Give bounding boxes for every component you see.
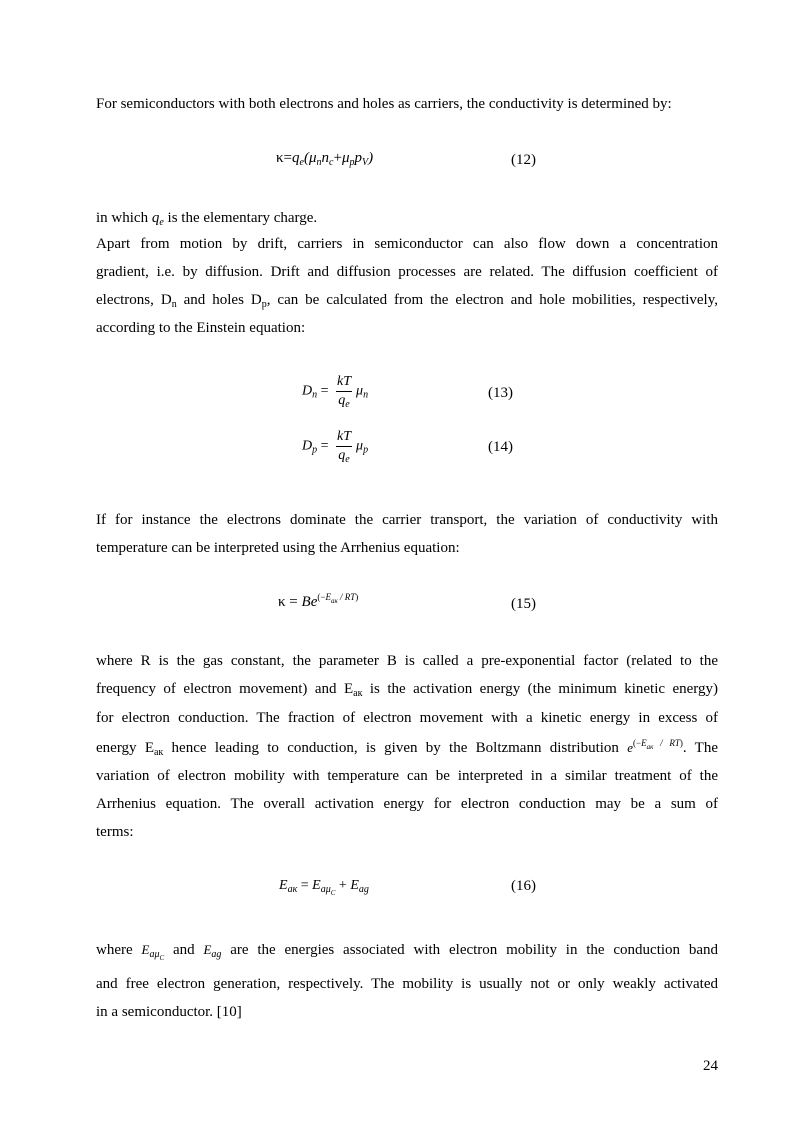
equation-13: $D_n$ = $\frac{kT}{q_e}$ $\mu_n$ (302, 374, 369, 410)
equation-14: $D_p$ = $\frac{kT}{q_e}$ $\mu_p$ (302, 429, 369, 465)
equation-number-12: (12) (511, 152, 536, 168)
text-span: is the activation energy (the minimum kinetic energy) (362, 681, 718, 697)
text-span: electrons, D (96, 292, 172, 308)
text-line: For semiconductors with both electrons and holes as carriers, the conductivity is determined by: (96, 96, 672, 112)
text-span: and holes D (176, 292, 262, 308)
equation-number-13: (13) (488, 385, 513, 401)
text-line: in a semiconductor. [10] (96, 1004, 242, 1020)
equation-number-15: (15) (511, 596, 536, 612)
text-line: temperature can be interpreted using the Arrhenius equation: (96, 540, 460, 556)
text-span: where (96, 942, 133, 958)
text-line: Apart from motion by drift, carriers in semiconductor can also flow down a concentration (96, 236, 718, 252)
text-line: variation of electron mobility with temperature can be interpreted in a similar treatment of the (96, 768, 718, 784)
equation-number-16: (16) (511, 878, 536, 894)
paragraph-intro (96, 90, 718, 119)
text-span: . The (682, 740, 718, 756)
text-line: gradient, i.e. by diffusion. Drift and diffusion processes are related. The diffusion coefficient of (96, 264, 718, 280)
page-number: 24 (703, 1058, 718, 1074)
text-span: frequency of electron movement) and E (96, 681, 354, 697)
equation-15: $\kappa = Be^{(-E_{ак} / RT)}$ (278, 592, 359, 610)
text-line: according to the Einstein equation: (96, 320, 306, 336)
text-span: is the elementary charge. (163, 210, 318, 226)
text-span: and (172, 942, 195, 958)
text-line: and free electron generation, respectively. The mobility is usually not or only weakly activated (96, 976, 718, 992)
text-line: for electron conduction. The fraction of electron movement with a kinetic energy in excess of (96, 710, 718, 726)
text-line: where R is the gas constant, the parameter B is called a pre-exponential factor (related to the (96, 653, 718, 669)
equation-12: $\kappa=q_e(\mu_nn_c+\mu_pp_V)$ (276, 150, 374, 168)
text-line: If for instance the electrons dominate the carrier transport, the variation of conductivity with (96, 512, 718, 528)
text-line: terms: (96, 824, 134, 840)
text-span: are the energies associated with electron mobility in the conduction band (230, 942, 719, 958)
text-span: energy E (96, 740, 154, 756)
equation-16: $E_{ак} = E_{а\mu_C} + E_{ag}$ (279, 878, 369, 897)
text-span: can be calculated from the electron and hole mobilities, respectively, (277, 292, 718, 308)
paragraph-elementary-charge: in which $q_e$ is the elementary charge. (96, 210, 318, 228)
document-page: For semiconductors with both electrons and holes as carriers, the conductivity is determined by: $\kappa=q_e(\mu_nn_c+\mu_pp_V)$ (12) in which $q_e$ is the elementary charge. Apart from motion by drift, carriers in semiconductor can also flow down a concentration gradient, i.e. by diffusion. Drift and diffusion processes are related. The diffusion coefficient of electrons, $D_n$ and holes $D_p$, can be calculated from the electron and hole mobilities, respectively, according to the Einstein equation: $D_n$ = $\frac{kT}{q_e}$ $\mu_n$ (13) $D_p$ = $\frac{kT}{q_e}$ $\mu_p$ (14) If for instance the electrons dominate the carrier transport, the variation of conductivity with temperature can be interpreted using the Arrhenius equation: $\kappa = Be^{(-E_{ак} / RT)}$ (15) where R is the gas constant, the parameter B is called a pre-exponential factor (related to the frequency of electron movement) and $E_{ак}$ is the activation energy (the minimum kinetic energy) for electron conduction. The fraction of electron movement with a kinetic energy in excess of energy $E_{ак}$ hence leading to conduction, is given by the Boltzmann distribution $e^{(-E_{ак} / RT)}$. The variation of electron mobility with temperature can be interpreted in a similar treatment of the Arrhenius equation. The overall activation energy for electron conduction may be a sum of terms: $E_{ак} = E_{а\mu_C} + E_{ag}$ (16) where $E_{а\mu_C}$ and $E_{ag}$ are the energies associated with electron mobility in the conduction band and free electron generation, respectively. The mobility is usually not or only weakly activated in a semiconductor. [10] 24 (0, 0, 793, 1123)
text-span: in which (96, 210, 152, 226)
text-span: hence leading to conduction, is given by the Boltzmann distribution (163, 740, 619, 756)
text-line: Arrhenius equation. The overall activation energy for electron conduction may be a sum of (96, 796, 718, 812)
equation-number-14: (14) (488, 439, 513, 455)
